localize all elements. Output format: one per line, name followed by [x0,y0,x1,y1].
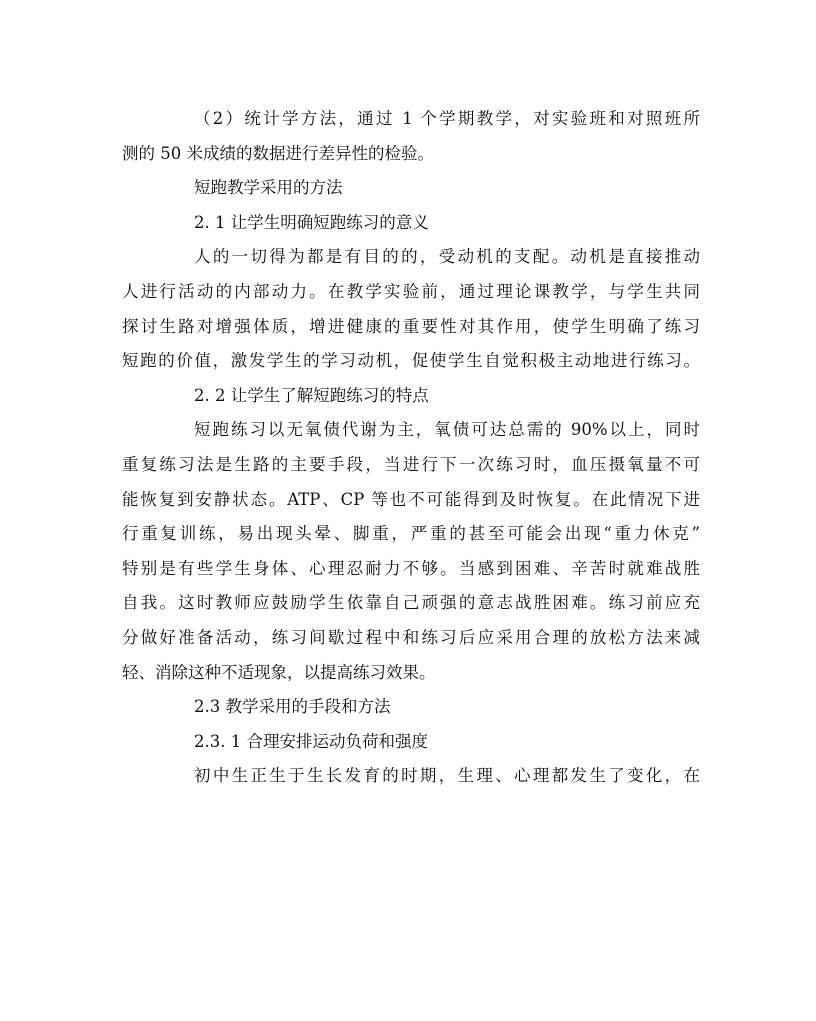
text-line: 人进行活动的内部动力。在教学实验前，通过理论课教学，与学生共同 [122,281,700,301]
text-line: 人的一切得为都是有目的的，受动机的支配。动机是直接推动 [194,247,700,267]
text-line: 重复练习法是生路的主要手段，当进行下一次练习时，血压摄氧量不可 [122,454,700,474]
section-heading: 2.3. 1 合理安排运动负荷和强度 [194,731,428,751]
text-line: 能恢复到安静状态。ATP、CP 等也不可能得到及时恢复。在此情况下进 [122,489,700,509]
text-line: 初中生正生于生长发育的时期，生理、心理都发生了变化，在 [194,766,700,786]
section-heading: 短跑教学采用的方法 [194,178,343,198]
text-line: 特别是有些学生身体、心理忍耐力不够。当感到困难、辛苦时就难战胜 [122,558,700,578]
text-line: 探讨生路对增强体质，增进健康的重要性对其作用，使学生明确了练习 [122,316,700,336]
section-heading: 2. 1 让学生明确短跑练习的意义 [194,212,429,232]
text-line: 短跑的价值，激发学生的学习动机，促使学生自觉积极主动地进行练习。 [122,351,700,371]
document-body [122,102,700,794]
text-line: 自我。这时教师应鼓励学生依靠自己顽强的意志战胜困难。练习前应充 [122,593,700,613]
text-line: （2）统计学方法，通过 1 个学期教学，对实验班和对照班所 [194,109,700,128]
text-line: 分做好准备活动，练习间歇过程中和练习后应采用合理的放松方法来减 [122,627,700,647]
section-heading: 2.3 教学采用的手段和方法 [194,697,391,717]
section-heading: 2. 2 让学生了解短跑练习的特点 [194,385,429,405]
text-line: 轻、消除这种不适现象，以提高练习效果。 [122,662,436,682]
text-line: 测的 50 米成绩的数据进行差异性的检验。 [122,143,434,163]
text-line: 短跑练习以无氧债代谢为主，氧债可达总需的 90%以上，同时 [194,420,700,440]
text-line: 行重复训练，易出现头晕、脚重，严重的甚至可能会出现“重力休克” [122,524,700,544]
